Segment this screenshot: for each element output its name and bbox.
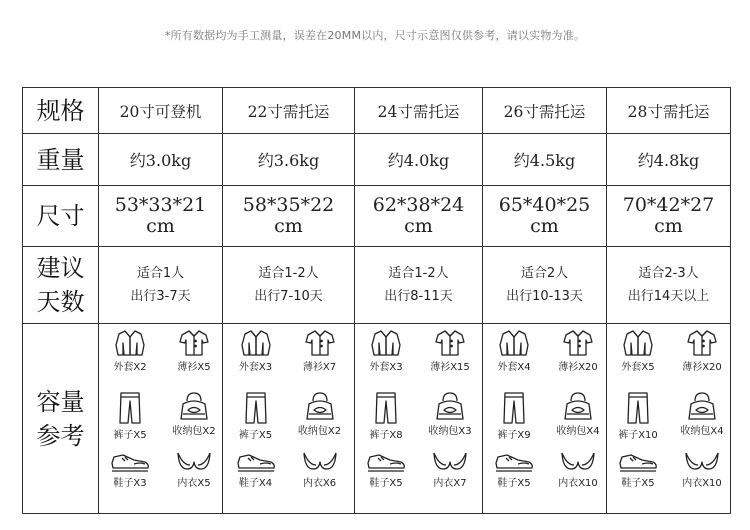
capacity-grid (99, 329, 223, 509)
shoes-count-label: 鞋子X5 (621, 477, 655, 489)
jacket-count-label: 外套X3 (238, 361, 273, 373)
capacity-cell (223, 324, 355, 514)
capacity-row-label (23, 324, 99, 514)
size-unit: cm (654, 215, 683, 237)
size-value: 62*38*24 (372, 194, 465, 216)
capacity-item-bag (419, 391, 481, 437)
capacity-cell (355, 324, 483, 514)
bag-count-label: 收纳包X4 (680, 425, 724, 437)
capacity-item-pants (225, 391, 287, 441)
shoes-icon (483, 451, 545, 473)
advice-label-line2: 天数 (36, 288, 85, 316)
underwear-icon (547, 451, 607, 473)
underwear-count-label: 内衣X5 (177, 477, 211, 489)
advice-row (23, 247, 731, 324)
capacity-item-jacket (607, 329, 669, 373)
pants-icon (483, 391, 545, 425)
fit-text: 适合1-2人 (388, 266, 449, 281)
jacket-count-label: 外套X3 (369, 361, 403, 373)
weight-cell: 约3.6kg (223, 134, 355, 186)
size-value: 58*35*22 (242, 194, 335, 216)
trip-text: 出行10-13天 (506, 289, 583, 304)
capacity-item-shirt (547, 329, 607, 373)
pants-icon (225, 391, 287, 425)
pants-count-label: 裤子X9 (497, 429, 531, 441)
advice-cell (99, 247, 223, 324)
size-row-label: 尺寸 (23, 186, 99, 247)
capacity-grid (355, 329, 483, 509)
bag-count-label: 收纳包X2 (297, 425, 342, 437)
capacity-item-pants (607, 391, 669, 441)
bag-icon (289, 391, 351, 421)
fit-text: 适合2人 (520, 266, 569, 281)
weight-cell: 约3.0kg (99, 134, 223, 186)
trip-text: 出行14天以上 (627, 289, 710, 304)
bag-count-label: 收纳包X2 (172, 425, 216, 437)
size-value: 70*42*27 (622, 194, 715, 216)
shoes-count-label: 鞋子X4 (238, 477, 273, 489)
size-value: 53*33*21 (114, 194, 207, 216)
capacity-label-line1: 容量 (36, 387, 85, 416)
size-value: 65*40*25 (498, 194, 591, 216)
shirt-icon (671, 329, 731, 357)
size-unit: cm (404, 215, 433, 237)
size-unit: cm (146, 215, 175, 237)
underwear-icon (419, 451, 481, 473)
weight-row-label: 重量 (23, 134, 99, 186)
weight-cell: 约4.5kg (483, 134, 607, 186)
weight-cell: 约4.0kg (355, 134, 483, 186)
size-cell (99, 186, 223, 247)
capacity-item-bag (163, 391, 223, 437)
jacket-icon (355, 329, 417, 357)
capacity-item-jacket (355, 329, 417, 373)
capacity-item-underwear (289, 451, 351, 489)
capacity-item-pants (355, 391, 417, 441)
capacity-item-underwear (671, 451, 731, 489)
capacity-item-bag (289, 391, 351, 437)
capacity-item-pants (483, 391, 545, 441)
jacket-icon (483, 329, 545, 357)
shirt-icon (547, 329, 607, 357)
fit-text: 适合1人 (136, 266, 185, 281)
bag-icon (163, 391, 223, 421)
size-cell (223, 186, 355, 247)
capacity-item-shirt (163, 329, 223, 373)
underwear-count-label: 内衣X10 (682, 477, 722, 489)
capacity-grid (483, 329, 607, 509)
weight-row (23, 134, 731, 186)
bag-icon (547, 391, 607, 421)
bag-count-label: 收纳包X4 (556, 425, 600, 437)
capacity-cell (99, 324, 223, 514)
shirt-count-label: 薄衫X20 (558, 361, 598, 373)
size-row (23, 186, 731, 247)
spec-cell: 20寸可登机 (99, 88, 223, 134)
underwear-icon (671, 451, 731, 473)
bag-count-label: 收纳包X3 (428, 425, 472, 437)
underwear-count-label: 内衣X10 (558, 477, 598, 489)
capacity-item-shoes (483, 451, 545, 489)
jacket-icon (225, 329, 287, 357)
shirt-count-label: 薄衫X5 (177, 361, 211, 373)
size-unit: cm (274, 215, 303, 237)
capacity-item-shoes (225, 451, 287, 489)
shirt-icon (419, 329, 481, 357)
shirt-icon (163, 329, 223, 357)
shoes-icon (225, 451, 287, 473)
capacity-label-line2: 参考 (36, 421, 85, 450)
jacket-icon (99, 329, 161, 357)
capacity-item-bag (547, 391, 607, 437)
shirt-count-label: 薄衫X20 (682, 361, 722, 373)
spec-cell: 24寸需托运 (355, 88, 483, 134)
shoes-icon (99, 451, 161, 473)
trip-text: 出行7-10天 (254, 289, 323, 304)
pants-count-label: 裤子X5 (238, 429, 273, 441)
capacity-item-underwear (419, 451, 481, 489)
advice-cell (607, 247, 731, 324)
shoes-count-label: 鞋子X5 (369, 477, 403, 489)
shoes-count-label: 鞋子X5 (497, 477, 531, 489)
pants-icon (99, 391, 161, 425)
trip-text: 出行3-7天 (130, 289, 191, 304)
jacket-count-label: 外套X4 (497, 361, 531, 373)
advice-row-label (23, 247, 99, 324)
shirt-icon (289, 329, 351, 357)
capacity-item-shoes (99, 451, 161, 489)
capacity-item-bag (671, 391, 731, 437)
capacity-cell (483, 324, 607, 514)
capacity-item-shirt (671, 329, 731, 373)
capacity-item-underwear (163, 451, 223, 489)
underwear-icon (163, 451, 223, 473)
capacity-item-shirt (419, 329, 481, 373)
size-unit: cm (530, 215, 559, 237)
fit-text: 适合2-3人 (638, 266, 699, 281)
trip-text: 出行8-11天 (384, 289, 453, 304)
advice-cell (355, 247, 483, 324)
capacity-item-jacket (99, 329, 161, 373)
size-cell (483, 186, 607, 247)
disclaimer-note: *所有数据均为手工测量，误差在20MM以内，尺寸示意图仅供参考，请以实物为准。 (164, 29, 586, 42)
fit-text: 适合1-2人 (258, 266, 319, 281)
underwear-count-label: 内衣X6 (302, 477, 337, 489)
capacity-item-shoes (607, 451, 669, 489)
advice-label-line1: 建议 (36, 254, 85, 282)
capacity-item-pants (99, 391, 161, 441)
jacket-icon (607, 329, 669, 357)
capacity-item-underwear (547, 451, 607, 489)
size-cell (607, 186, 731, 247)
underwear-count-label: 内衣X7 (433, 477, 467, 489)
spec-row (23, 88, 731, 134)
luggage-spec-table (22, 87, 731, 514)
shirt-count-label: 薄衫X7 (302, 361, 337, 373)
bag-icon (671, 391, 731, 421)
capacity-item-jacket (225, 329, 287, 373)
capacity-cell (607, 324, 731, 514)
advice-cell (223, 247, 355, 324)
pants-count-label: 裤子X10 (618, 429, 658, 441)
spec-cell: 26寸需托运 (483, 88, 607, 134)
pants-count-label: 裤子X5 (113, 429, 147, 441)
capacity-grid (607, 329, 731, 509)
shirt-count-label: 薄衫X15 (430, 361, 470, 373)
shoes-icon (607, 451, 669, 473)
pants-icon (607, 391, 669, 425)
capacity-item-jacket (483, 329, 545, 373)
pants-count-label: 裤子X8 (369, 429, 403, 441)
shoes-icon (355, 451, 417, 473)
spec-cell: 28寸需托运 (607, 88, 731, 134)
capacity-item-shoes (355, 451, 417, 489)
underwear-icon (289, 451, 351, 473)
weight-cell: 约4.8kg (607, 134, 731, 186)
bag-icon (419, 391, 481, 421)
pants-icon (355, 391, 417, 425)
spec-row-label: 规格 (23, 88, 99, 134)
capacity-item-shirt (289, 329, 351, 373)
capacity-grid (225, 329, 353, 509)
jacket-count-label: 外套X5 (621, 361, 655, 373)
capacity-row (23, 324, 731, 514)
jacket-count-label: 外套X2 (113, 361, 147, 373)
spec-cell: 22寸需托运 (223, 88, 355, 134)
advice-cell (483, 247, 607, 324)
size-cell (355, 186, 483, 247)
shoes-count-label: 鞋子X3 (113, 477, 147, 489)
